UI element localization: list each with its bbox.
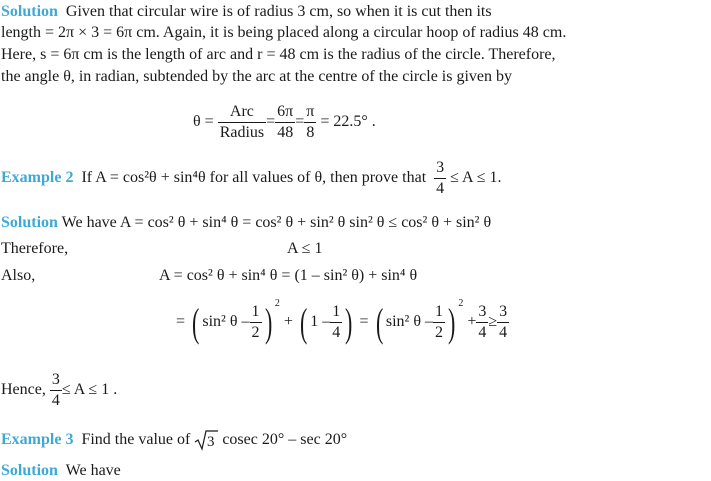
fraction-1-4 [330,302,342,343]
also-expr: A = cos² θ + sin⁴ θ = (1 – sin² θ) + sin⁴ θ [159,267,418,284]
frac-den: 4 [478,324,487,341]
solution-line-4: the angle θ, in radian, subtended by the arc at the centre of the circle is given by [1,68,513,85]
eq-lhs: θ = [193,113,214,131]
solution-2-line [1,213,491,233]
paren-close: ) [345,299,353,345]
solution-2-text: We have A = cos² θ + sin⁴ θ = cos² θ + sin² θ sin² θ ≤ cos² θ + sin² θ [61,214,492,231]
greater-equal: ≥ [488,313,498,331]
frac-den: 4 [499,324,508,341]
equals: = [266,113,276,131]
fraction-1-2 [250,302,262,343]
example-2-tail: ≤ A ≤ 1. [450,169,502,187]
frac-den: 2 [435,324,444,341]
fraction-6pi-48 [275,102,295,143]
frac-num: Arc [218,102,266,123]
solution-2-label: Solution [1,214,58,231]
paren-open: ( [299,299,308,345]
solution-3-text: We have [65,462,121,479]
term-1: sin² θ – [202,313,250,331]
svg-text:3: 3 [207,434,215,451]
sqrt-3 [194,429,218,451]
equals: = [359,313,369,331]
theta-equation [193,102,376,143]
plus: + [283,313,293,331]
term-2: 1 – [310,313,331,331]
term-3: sin² θ – [385,313,434,331]
plus: + [467,313,477,331]
solution-3-line [1,461,121,481]
example-3-label: Example 3 [1,431,74,448]
hence-tail: ≤ A ≤ 1 . [61,381,118,399]
frac-num: 6π [275,102,295,123]
paren-open: ( [375,299,383,345]
paren-close: ) [448,299,456,345]
solution-label: Solution [1,3,58,20]
frac-num: 1 [250,302,262,323]
frac-num: 1 [433,302,445,323]
solution-line-1 [1,2,492,22]
solution-text: Given that circular wire is of radius 3 cm, so when it is cut then its [65,3,492,20]
square-equation [176,298,509,345]
frac-num: 3 [476,302,488,323]
sqrt-sign-icon [194,429,218,451]
fraction-3-4 [434,158,446,199]
solution-3-label: Solution [1,462,58,479]
fraction-1-2 [433,302,445,343]
exponent: 2 [458,298,464,310]
exponent: 2 [274,298,280,310]
fraction-pi-8 [304,102,316,143]
example-2-label: Example 2 [1,169,74,187]
also-word: Also, [1,267,36,284]
paren-open: ( [192,299,200,345]
frac-den: 2 [251,324,260,341]
paren-close: ) [264,299,272,345]
example-3-text: Find the value of [81,431,191,448]
therefore-word: Therefore, [1,240,69,257]
frac-num: 3 [50,370,62,391]
equals: = [176,313,186,331]
frac-den: Radius [219,124,265,141]
hence-line [1,370,117,411]
fraction-3-4 [497,302,509,343]
solution-line-2: length = 2π × 3 = 6π cm. Again, it is being placed along a circular hoop of radius 48 cm. [1,24,567,41]
solution-line-3: Here, s = 6π cm is the length of arc and r = 48 cm is the radius of the circle. Therefore, [1,46,556,63]
fraction-arc-radius [218,102,266,143]
frac-den: 48 [277,124,294,141]
example-3 [1,429,347,451]
therefore-expr: A ≤ 1 [287,240,323,257]
frac-den: 4 [51,392,60,409]
eq-result: = 22.5° . [320,113,376,131]
frac-den: 8 [306,124,315,141]
equals: = [295,113,305,131]
example-2 [1,158,502,199]
frac-num: 3 [434,158,446,179]
fraction-3-4 [476,302,488,343]
frac-den: 4 [332,324,341,341]
example-2-text: If A = cos²θ + sin⁴θ for all values of θ, then prove that [81,169,427,187]
frac-num: π [304,102,316,123]
fraction-3-4 [50,370,62,411]
frac-num: 3 [497,302,509,323]
hence-word: Hence, [1,381,46,399]
example-3-tail: cosec 20° – sec 20° [222,431,348,448]
frac-num: 1 [330,302,342,323]
frac-den: 4 [436,180,445,197]
